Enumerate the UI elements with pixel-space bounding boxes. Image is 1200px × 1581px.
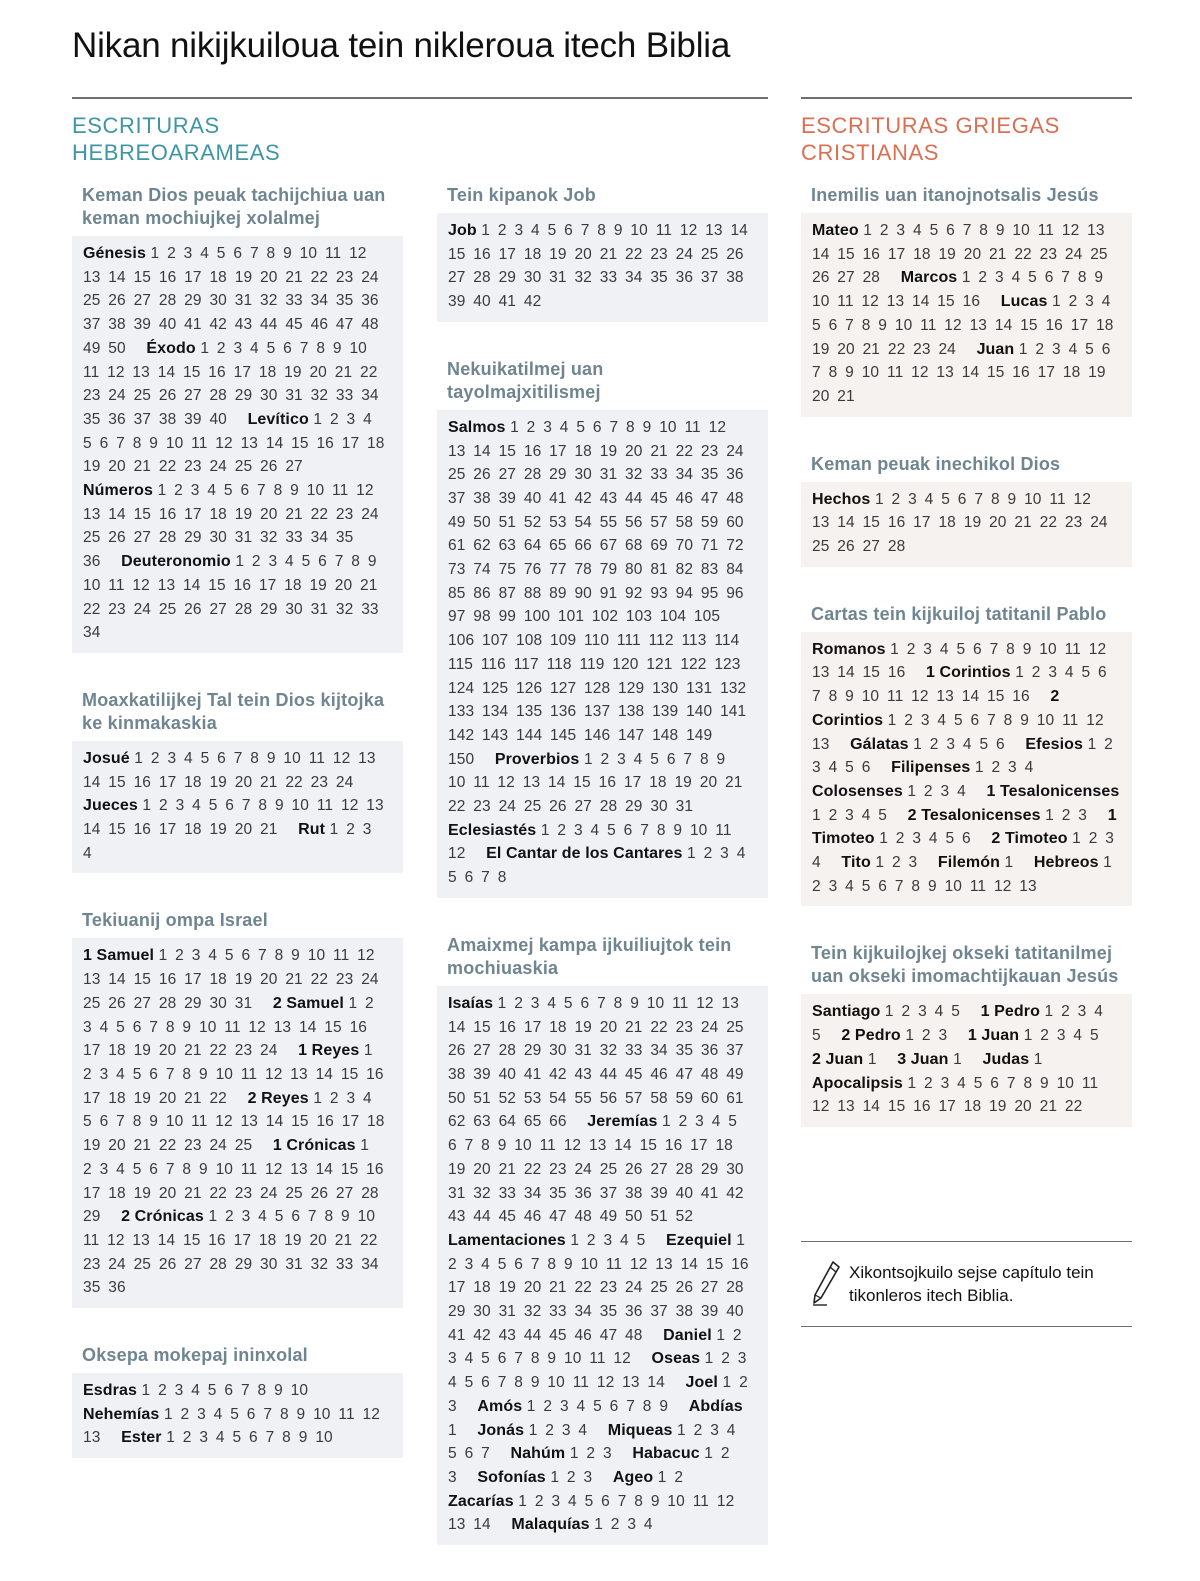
chapter-numbers: 1 2 3 4 5 6 7 8 9 10 11 12 13 14 15 16 [812,640,1115,682]
book-name: Jueces [83,797,138,815]
chapter-numbers: 1 2 3 4 5 6 7 8 9 10 [141,1382,309,1400]
chapter-numbers: 1 2 3 4 5 6 7 8 9 10 11 12 13 14 15 16 17 18 19 20 21 22 23 24 25 [83,1089,393,1155]
book-name: Nehemías [83,1405,160,1423]
book-name: Juan [976,340,1015,358]
greek-rule [801,97,1132,99]
page-title: Nikan nikijkuiloua tein nikleroua itech Biblia [72,26,731,65]
chapter-numbers: 1 2 3 [569,1445,612,1463]
book-group [72,909,403,1308]
chapter-numbers: 1 2 3 4 5 6 7 8 9 10 11 12 13 14 15 16 17 18 19 20 21 22 23 24 [83,994,382,1060]
chapter-numbers: 1 2 3 [448,1374,756,1415]
book-group [801,453,1132,567]
book-name: 1 Timoteo [812,806,1117,848]
chapter-numbers: 1 2 3 4 5 [1023,1027,1099,1045]
book-group [801,184,1132,417]
chapter-numbers: 1 2 3 4 5 6 7 8 9 10 11 12 13 14 15 16 17 18 19 20 21 22 23 24 25 26 27 28 29 30 31 32 33 34 35 36 37 38 39 40 [83,339,387,428]
book-group [72,1344,403,1458]
group-title: Nekuikatilmej uan tayolmajxitilismej [447,358,604,402]
chapter-list [801,482,1132,567]
pencil-icon [811,1260,841,1306]
book-name: Filemón [937,854,1000,872]
book-name: 2 Samuel [272,994,344,1012]
group-title: Keman peuak inechikol Dios [811,453,1061,474]
chapter-numbers: 1 2 3 4 5 [570,1231,646,1249]
book-name: 2 Reyes [247,1089,309,1107]
chapter-numbers: 1 2 3 4 5 6 7 8 9 10 11 12 13 14 15 16 17 18 19 20 21 22 23 24 25 26 27 28 29 [83,1137,392,1226]
book-group [72,689,403,874]
book-name: Sofonías [477,1468,546,1486]
chapter-numbers: 1 [1004,854,1014,872]
book-name: 1 Samuel [83,947,155,965]
chapter-numbers: 1 [1033,1050,1043,1068]
book-name: Zacarías [448,1492,514,1510]
chapter-numbers: 1 2 3 4 5 6 7 8 [448,845,754,887]
book-name: 1 Tesalonicenses [986,782,1120,800]
column-3 [801,184,1132,1163]
book-name: 2 Timoteo [991,830,1068,848]
group-title: Keman Dios peuak tachijchiua uan keman mochiujkej xolalmej [82,185,386,228]
book-name: Job [448,222,477,239]
book-name: Éxodo [146,339,196,357]
column-1 [72,184,403,1494]
book-group [437,934,768,1545]
book-name: 3 Juan [897,1050,949,1068]
group-title: Moaxkatilijkej Tal tein Dios kijtojka ke kinmakaskia [82,689,385,733]
book-name: Hechos [812,490,871,508]
book-name: Mateo [812,222,859,239]
book-name: Miqueas [607,1421,673,1439]
book-name: 1 Crónicas [272,1137,356,1155]
book-name: Números [83,482,154,500]
chapter-numbers: 1 2 3 4 5 6 7 8 9 10 11 12 13 14 15 16 [812,664,1115,706]
book-name: Hebreos [1033,854,1099,872]
chapter-numbers: 1 2 3 4 [907,782,966,800]
book-name: Amós [477,1397,523,1415]
hebrew-scriptures-heading: ESCRITURAS HEBREOARAMEAS [72,113,281,165]
chapter-numbers: 1 2 3 [550,1468,593,1486]
book-name: Malaquías [511,1516,590,1534]
chapter-numbers: 1 2 3 4 [594,1516,653,1534]
chapter-list [801,632,1132,907]
group-title: Tein kipanok Job [447,185,596,205]
book-name: Judas [982,1050,1030,1068]
chapter-numbers: 1 2 3 4 5 6 7 8 9 10 11 12 13 14 15 16 17 18 19 20 21 22 23 24 25 26 27 28 29 30 31 32 33 34 35 36 37 38 39 40 41 42 43 44 45 46 47 48 [448,1231,757,1344]
chapter-numbers: 1 2 3 [905,1027,948,1045]
chapter-numbers: 1 2 3 4 5 6 7 8 9 10 11 12 13 14 15 16 17 18 19 20 21 22 23 24 25 26 27 28 29 30 31 32 33 34 [83,553,387,642]
book-name: Lamentaciones [448,1231,566,1249]
book-name: Ezequiel [666,1231,732,1249]
book-name: Eclesiastés [448,821,537,839]
book-name: Oseas [651,1350,701,1368]
chapter-numbers: 1 2 3 4 5 6 7 8 9 10 11 12 13 [812,854,1120,895]
chapter-numbers: 1 2 3 4 [83,821,380,862]
chapter-numbers: 1 2 3 4 5 6 7 8 9 10 11 12 13 14 15 16 17 18 19 20 21 22 23 24 [83,749,384,791]
chapter-numbers: 1 [953,1050,962,1068]
book-name: Romanos [812,640,886,658]
book-name: Daniel [663,1326,712,1344]
book-name: 1 Reyes [298,1042,360,1060]
book-name: 1 Corintios [925,664,1011,682]
chapter-numbers: 1 2 3 4 [974,759,1034,777]
book-name: Santiago [812,1003,881,1021]
chapter-numbers: 1 2 3 4 5 6 7 8 9 10 11 12 13 14 15 16 17 18 19 20 21 22 23 24 25 26 27 [83,410,393,476]
chapter-numbers: 1 2 3 [448,1445,738,1486]
chapter-numbers: 1 2 3 4 5 6 7 8 9 10 11 12 13 14 15 16 17 18 19 20 21 [812,340,1119,405]
book-name: Jonás [477,1421,525,1439]
chapter-numbers: 1 2 3 4 5 6 7 8 9 10 11 12 [448,1326,750,1368]
group-title: Inemilis uan itanojnotsalis Jesús [811,185,1099,205]
chapter-list [437,213,768,322]
chapter-numbers: 1 2 3 [875,854,918,872]
chapter-numbers: 1 2 3 4 5 6 7 8 9 10 [166,1429,333,1447]
chapter-list [437,986,768,1545]
column-2 [437,184,768,1581]
book-name: Habacuc [632,1445,700,1463]
book-name: Rut [298,821,326,839]
chapter-list [801,213,1132,417]
chapter-numbers: 1 2 3 4 5 6 7 8 9 10 11 12 13 14 15 16 17 18 19 20 21 22 23 24 25 26 27 28 29 30 31 32 33 34 35 36 37 38 39 40 41 42 43 44 45 46 47 48 49 50 51 52 53 54 55 56 57 58 59 60 61 62 63 64 65 66 [448,994,752,1131]
chapter-numbers: 1 2 3 4 5 6 7 8 9 10 11 12 13 14 15 16 17 18 19 20 21 22 23 24 25 26 27 28 29 30 31 32 33 34 35 36 37 38 39 40 41 42 [448,222,756,311]
book-name: Lucas [1000,293,1048,311]
book-name: Salmos [448,418,506,436]
legend [801,1241,1132,1327]
book-name: Levítico [247,410,309,428]
book-name: Marcos [900,269,958,287]
greek-scriptures-heading: ESCRITURAS GRIEGAS CRISTIANAS [801,113,1060,165]
chapter-numbers: 1 2 3 4 5 6 7 8 9 10 11 12 13 14 15 16 17 18 19 20 21 22 [812,1074,1107,1116]
hebrew-rule [72,97,768,99]
chapter-numbers: 1 2 3 4 5 [812,806,888,824]
group-title: Amaixmej kampa ijkuiliujtok tein mochiuaskia [447,934,732,978]
group-title: Oksepa mokepaj ininxolal [82,1345,308,1366]
book-group [437,184,768,322]
chapter-numbers: 1 2 3 4 5 6 7 8 9 10 11 12 13 14 15 16 17 18 19 20 21 22 23 24 25 26 27 28 29 30 31 32 33 34 35 36 37 38 39 40 41 42 43 44 45 46 47 48 49 50 51 52 53 54 55 56 57 58 59 60 61 62 63 64 65 66 67 68 69 70 71 72 73 74 75 76 77 78 79 80 81 82 83 84 85 86 87 88 89 90 91 92 93 94 95 96 97 98 99 100 101 102 103 104 105 106 107 108 109 110 111 112 113 114 115 116 117 118 119 120 121 122 123 124 125 126 127 128 129 130 131 132 133 134 135 136 137 138 139 140 141 142 143 144 145 146 147 148 149 150 [448,418,755,768]
chapter-numbers: 1 2 3 4 5 6 7 8 9 10 11 12 13 14 15 16 17 18 19 20 21 22 23 24 25 26 27 28 29 30 31 [83,947,387,1012]
book-name: Colosenses [812,782,903,800]
chapter-numbers: 1 [867,1050,877,1068]
book-group [801,942,1132,1127]
book-name: Josué [83,749,130,767]
chapter-numbers: 1 2 3 4 5 6 7 8 9 10 11 12 13 14 [448,1492,743,1534]
chapter-numbers: 1 2 3 4 5 6 7 8 9 10 11 12 13 14 15 16 17 18 19 20 21 22 [83,1042,392,1107]
book-name: Isaías [448,994,494,1012]
chapter-list [801,994,1132,1127]
book-name: 2 Juan [812,1050,864,1068]
chapter-numbers: 1 2 3 4 [528,1421,588,1439]
chapter-numbers: 1 2 3 4 5 6 7 8 9 10 11 12 13 14 15 16 17 18 19 20 21 22 23 24 25 26 27 28 29 30 31 32 33 34 35 36 37 38 39 40 41 42 43 44 45 46 47 48 49 50 51 52 [448,1113,752,1226]
book-name: 2 Pedro [841,1027,901,1045]
chapter-list [72,741,403,874]
chapter-numbers: 1 2 3 4 5 6 [812,735,1121,777]
chapter-list [72,938,403,1308]
chapter-numbers: 1 2 3 4 5 6 7 8 9 10 11 12 13 14 [448,1350,755,1392]
book-name: Esdras [83,1382,137,1400]
chapter-numbers: 1 2 3 4 5 6 7 8 9 10 11 12 [448,821,740,863]
book-group [72,184,403,653]
book-name: 2 Crónicas [121,1208,204,1226]
book-name: Ageo [612,1468,654,1486]
group-title: Tein kijkuilojkej okseki tatitanilmej uan okseki imomachtijkauan Jesús [811,943,1119,987]
book-name: Filipenses [891,759,971,777]
chapter-numbers: 1 2 3 4 5 [884,1003,960,1021]
chapter-numbers: 1 2 3 4 5 6 7 [448,1421,744,1463]
chapter-numbers: 1 2 3 4 [812,830,1122,872]
chapter-numbers: 1 2 3 4 5 6 7 8 9 [526,1397,669,1415]
group-title: Cartas tein kijkuiloj tatitanil Pablo [811,603,1107,624]
chapter-numbers: 1 2 3 4 5 6 7 8 9 10 11 12 13 14 15 16 17 18 19 20 21 22 23 24 25 26 27 28 29 30 31 32 33 34 35 36 [83,482,387,571]
book-name: Proverbios [494,750,580,768]
book-name: 2 Tesalonicenses [907,806,1041,824]
legend-text: Xikontsojkuilo sejse capítulo tein tikonleros itech Biblia. [849,1263,1094,1305]
chapter-list [437,410,768,898]
book-name: Génesis [83,245,146,262]
book-name: 2 Corintios [812,688,1060,729]
book-name: Deuteronomio [121,553,231,571]
chapter-list [72,236,403,653]
chapter-numbers: 1 2 3 [1045,806,1088,824]
chapter-numbers: 1 2 3 4 5 6 7 8 9 10 11 12 13 14 15 16 17 18 19 20 21 22 23 24 25 26 27 28 29 30 31 32 33 34 35 36 37 38 39 40 41 42 43 44 45 46 47 48 49 50 [83,245,387,357]
book-group [801,603,1132,907]
book-name: Tito [841,854,871,872]
book-name: Gálatas [850,735,909,753]
chapter-numbers: 1 2 3 4 5 [812,1003,1111,1045]
chapter-numbers: 1 2 [657,1468,684,1486]
book-name: Efesios [1025,735,1084,753]
chapter-numbers: 1 [448,1421,457,1439]
book-name: 1 Juan [967,1027,1020,1045]
chapter-numbers: 1 2 3 4 5 6 7 8 9 10 11 12 13 14 15 16 17 18 19 20 21 22 23 24 25 26 27 28 29 30 31 32 33 34 35 36 [83,1208,387,1297]
book-name: Joel [685,1374,718,1392]
chapter-list [72,1373,403,1458]
book-group [437,358,768,898]
chapter-numbers: 1 2 3 4 5 6 7 8 9 10 11 12 13 14 15 16 17 18 19 20 21 22 23 24 25 26 27 28 [812,490,1116,556]
book-name: Nahúm [510,1445,566,1463]
book-name: Apocalipsis [812,1074,903,1092]
chapter-numbers: 1 2 3 4 5 6 7 8 9 10 11 12 13 14 15 16 17 18 19 20 21 22 23 24 25 26 27 28 29 30 31 [448,750,751,816]
group-title: Tekiuanij ompa Israel [82,910,268,931]
book-name: Ester [121,1429,162,1447]
chapter-numbers: 1 2 3 4 5 6 [913,735,1005,753]
chapter-numbers: 1 2 3 4 5 6 7 8 9 10 11 12 13 [812,711,1112,753]
chapter-numbers: 1 2 3 4 5 6 7 8 9 10 11 12 13 14 15 16 [812,269,1111,311]
book-name: Jeremías [587,1113,658,1131]
book-name: Abdías [688,1397,743,1415]
chapter-numbers: 1 2 3 4 5 6 7 8 9 10 11 12 13 14 15 16 17 18 19 20 21 22 23 24 [812,293,1122,358]
book-name: El Cantar de los Cantares [486,845,683,863]
chapter-numbers: 1 2 3 4 5 6 7 8 9 10 11 12 13 [83,1405,388,1447]
chapter-numbers: 1 2 3 4 5 6 7 8 9 10 11 12 13 14 15 16 17 18 19 20 21 [83,797,392,839]
chapter-numbers: 1 2 3 4 5 6 7 8 9 10 11 12 13 14 15 16 17 18 19 20 21 22 23 24 25 26 27 28 [812,222,1116,287]
chapter-numbers: 1 2 3 4 5 6 [879,830,971,848]
book-name: 1 Pedro [980,1003,1040,1021]
